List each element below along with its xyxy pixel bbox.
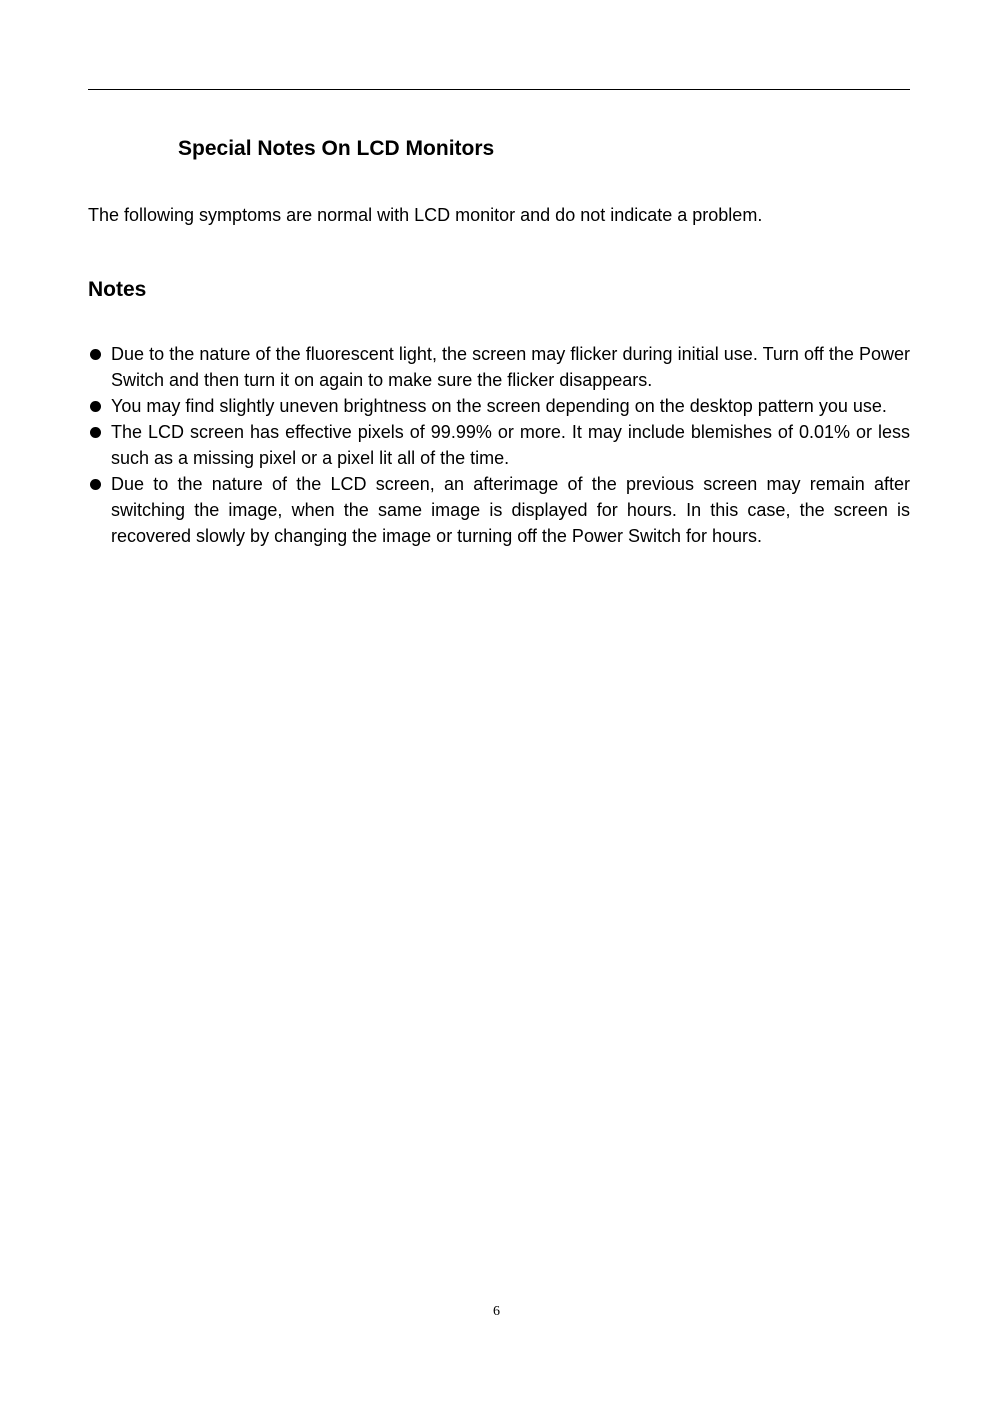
note-text: The LCD screen has effective pixels of 99.99% or more. It may include blemishes of 0.01% or less such as a missing pixel or a pixel lit all of the time. bbox=[111, 422, 910, 468]
list-item bbox=[88, 471, 910, 549]
section-title: Special Notes On LCD Monitors bbox=[178, 137, 495, 160]
header-rule bbox=[88, 89, 910, 90]
note-text: Due to the nature of the LCD screen, an afterimage of the previous screen may remain after switching the image, when the same image is displayed for hours. In this case, the screen is recovered slowly by changing the image or turning off the Power Switch for hours. bbox=[111, 474, 910, 546]
bullet-icon bbox=[90, 427, 101, 438]
bullet-icon bbox=[90, 401, 101, 412]
bullet-icon bbox=[90, 479, 101, 490]
intro-paragraph: The following symptoms are normal with LCD monitor and do not indicate a problem. bbox=[88, 205, 763, 225]
notes-heading: Notes bbox=[88, 278, 147, 301]
note-text: Due to the nature of the fluorescent light, the screen may flicker during initial use. Turn off the Power Switch and then turn it on again to make sure the flicker disappears. bbox=[111, 344, 910, 390]
list-item bbox=[88, 419, 910, 471]
bullet-icon bbox=[90, 349, 101, 360]
list-item bbox=[88, 341, 910, 393]
notes-list bbox=[88, 341, 910, 549]
page-number: 6 bbox=[493, 1304, 500, 1319]
note-text: You may find slightly uneven brightness on the screen depending on the desktop pattern you use. bbox=[111, 396, 887, 416]
list-item bbox=[88, 393, 910, 419]
